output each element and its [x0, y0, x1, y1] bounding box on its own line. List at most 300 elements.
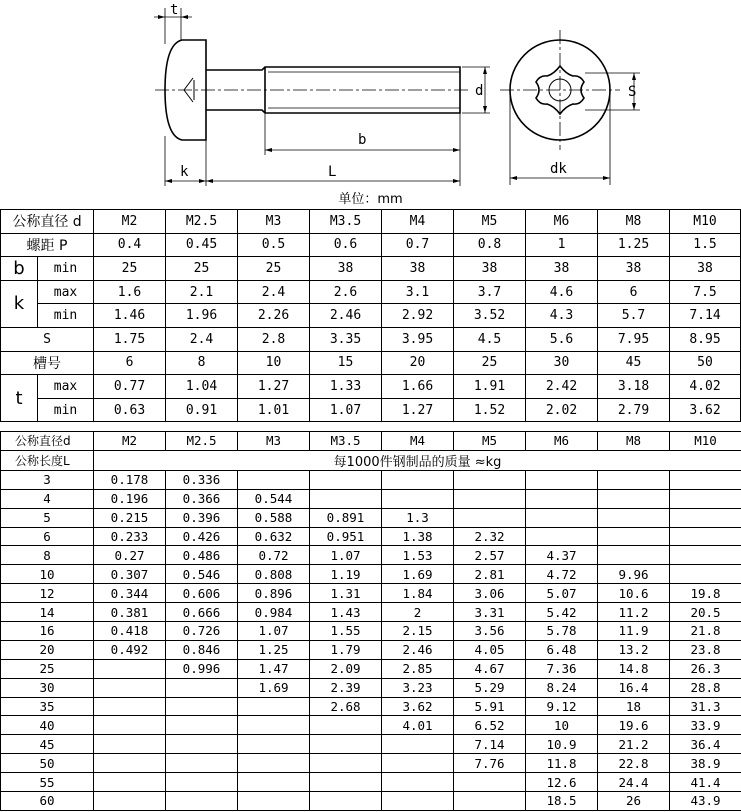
length-cell: 40 [1, 716, 94, 735]
mass-cell: 33.9 [670, 716, 741, 735]
mass-cell: 2.57 [454, 546, 526, 565]
table-row [1, 233, 741, 257]
mass-cell [670, 470, 741, 489]
value-cell: 1.46 [94, 304, 166, 328]
table-row [1, 351, 741, 375]
mass-cell [310, 773, 382, 792]
mass-cell: 1.47 [238, 659, 310, 678]
mass-cell: 0.984 [238, 603, 310, 622]
mass-cell: 10.6 [598, 584, 670, 603]
value-cell: 3.52 [454, 304, 526, 328]
value-cell: 1.5 [670, 233, 741, 257]
length-cell: 55 [1, 773, 94, 792]
mass-cell: 23.8 [670, 640, 741, 659]
mass-cell [670, 546, 741, 565]
mass-cell: 38.9 [670, 754, 741, 773]
length-cell: 10 [1, 565, 94, 584]
mass-cell: 0.336 [166, 470, 238, 489]
mass-cell: 0.307 [94, 565, 166, 584]
mass-cell [526, 527, 598, 546]
mass-cell [598, 508, 670, 527]
value-cell: 3.35 [310, 327, 382, 351]
length-cell: 60 [1, 792, 94, 811]
mass-cell: 22.8 [598, 754, 670, 773]
table-row [1, 792, 741, 811]
label-S: S [628, 84, 637, 100]
mass-cell: 1.69 [238, 678, 310, 697]
mass-cell: 7.14 [454, 735, 526, 754]
mass-cell [310, 792, 382, 811]
mass-cell: 5.29 [454, 678, 526, 697]
value-cell: 0.8 [454, 233, 526, 257]
header-label: 公称直径d [1, 432, 94, 451]
mass-cell: 1.19 [310, 565, 382, 584]
mass-table [0, 431, 741, 811]
mass-cell: 9.12 [526, 697, 598, 716]
value-cell: 1.52 [454, 398, 526, 422]
value-cell: 4.3 [526, 304, 598, 328]
mass-cell: 0.544 [238, 489, 310, 508]
mass-cell: 36.4 [670, 735, 741, 754]
mass-cell: 6.52 [454, 716, 526, 735]
value-cell: 3.7 [454, 280, 526, 304]
value-cell: 0.6 [310, 233, 382, 257]
table-row [1, 375, 741, 399]
value-cell: 38 [454, 257, 526, 281]
length-cell: 35 [1, 697, 94, 716]
mass-cell [238, 792, 310, 811]
mass-cell: 26 [598, 792, 670, 811]
size-header: M2.5 [166, 432, 238, 451]
mass-cell: 21.2 [598, 735, 670, 754]
mass-cell: 5.07 [526, 584, 598, 603]
table-row [1, 470, 741, 489]
table-row [1, 754, 741, 773]
pitch-label: 螺距 P [1, 233, 94, 257]
mass-cell: 2.09 [310, 659, 382, 678]
mass-cell [94, 735, 166, 754]
mass-cell [94, 659, 166, 678]
value-cell: 6 [94, 351, 166, 375]
value-cell: 7.5 [670, 280, 741, 304]
value-cell: 2.4 [166, 327, 238, 351]
mass-cell [166, 697, 238, 716]
mass-cell: 18 [598, 697, 670, 716]
mass-cell [238, 735, 310, 754]
mass-cell [382, 773, 454, 792]
mass-cell: 6.48 [526, 640, 598, 659]
value-cell: 45 [598, 351, 670, 375]
value-cell: 2.6 [310, 280, 382, 304]
value-cell: 15 [310, 351, 382, 375]
table-row [1, 678, 741, 697]
mass-caption: 每1000件钢制品的质量 ≈kg [94, 450, 741, 470]
mass-cell: 1.07 [238, 622, 310, 641]
label-t: t [170, 2, 179, 18]
mass-cell: 28.8 [670, 678, 741, 697]
mass-cell [94, 754, 166, 773]
value-cell: 38 [598, 257, 670, 281]
table-row [1, 257, 741, 281]
mass-cell: 0.381 [94, 603, 166, 622]
mass-cell: 10.9 [526, 735, 598, 754]
mass-cell [382, 470, 454, 489]
mass-cell: 3.62 [382, 697, 454, 716]
mass-cell: 4.05 [454, 640, 526, 659]
table-row [1, 304, 741, 328]
value-cell: 38 [526, 257, 598, 281]
value-cell: M6 [526, 210, 598, 234]
table-row [1, 716, 741, 735]
mass-cell: 0.233 [94, 527, 166, 546]
mass-cell: 31.3 [670, 697, 741, 716]
value-cell: M2.5 [166, 210, 238, 234]
value-cell: 4.02 [670, 375, 741, 399]
size-header: M10 [670, 432, 741, 451]
mass-cell: 10 [526, 716, 598, 735]
length-cell: 12 [1, 584, 94, 603]
table-row [1, 622, 741, 641]
mass-cell: 1.25 [238, 640, 310, 659]
table-row [1, 327, 741, 351]
size-header: M4 [382, 432, 454, 451]
value-cell: 0.4 [94, 233, 166, 257]
t-max-label: max [38, 375, 94, 399]
length-cell: 3 [1, 470, 94, 489]
value-cell: 1 [526, 233, 598, 257]
mass-cell: 0.215 [94, 508, 166, 527]
value-cell: 2.26 [238, 304, 310, 328]
mass-cell [382, 489, 454, 508]
mass-cell: 0.726 [166, 622, 238, 641]
mass-cell: 5.91 [454, 697, 526, 716]
mass-cell: 0.546 [166, 565, 238, 584]
value-cell: 8.95 [670, 327, 741, 351]
size-header: M8 [598, 432, 670, 451]
mass-cell: 2.39 [310, 678, 382, 697]
mass-cell [166, 716, 238, 735]
mass-cell [454, 489, 526, 508]
mass-cell: 0.418 [94, 622, 166, 641]
mass-cell [598, 470, 670, 489]
value-cell: 3.95 [382, 327, 454, 351]
value-cell: 1.91 [454, 375, 526, 399]
mass-cell: 2 [382, 603, 454, 622]
mass-cell: 1.69 [382, 565, 454, 584]
mass-cell: 0.426 [166, 527, 238, 546]
mass-cell [454, 470, 526, 489]
mass-cell [670, 508, 741, 527]
value-cell: 0.45 [166, 233, 238, 257]
value-cell: 2.4 [238, 280, 310, 304]
value-cell: 2.79 [598, 398, 670, 422]
mass-cell: 9.96 [598, 565, 670, 584]
length-cell: 6 [1, 527, 94, 546]
mass-cell: 5.78 [526, 622, 598, 641]
length-cell: 4 [1, 489, 94, 508]
value-cell: 3.1 [382, 280, 454, 304]
mass-cell [238, 773, 310, 792]
size-header: M2 [94, 432, 166, 451]
value-cell: 0.91 [166, 398, 238, 422]
value-cell: 1.96 [166, 304, 238, 328]
mass-cell [454, 773, 526, 792]
mass-cell: 3.06 [454, 584, 526, 603]
mass-cell: 1.31 [310, 584, 382, 603]
value-cell: 1.75 [94, 327, 166, 351]
table-row [1, 546, 741, 565]
value-cell: 6 [598, 280, 670, 304]
length-cell: 20 [1, 640, 94, 659]
mass-cell: 14.8 [598, 659, 670, 678]
table-row [1, 735, 741, 754]
label-dk: dk [550, 161, 567, 177]
mass-cell: 1.55 [310, 622, 382, 641]
mass-cell [310, 489, 382, 508]
value-cell: 25 [94, 257, 166, 281]
mass-cell: 12.6 [526, 773, 598, 792]
table-row [1, 210, 741, 234]
mass-cell: 11.9 [598, 622, 670, 641]
value-cell: 5.6 [526, 327, 598, 351]
mass-cell: 0.846 [166, 640, 238, 659]
table-header-row [1, 432, 741, 451]
value-cell: M4 [382, 210, 454, 234]
size-header: M6 [526, 432, 598, 451]
mass-cell: 21.8 [670, 622, 741, 641]
value-cell: 1.6 [94, 280, 166, 304]
value-cell: M3 [238, 210, 310, 234]
unit-line: 单位：mm [338, 192, 403, 207]
mass-cell: 1.79 [310, 640, 382, 659]
mass-cell: 0.606 [166, 584, 238, 603]
mass-cell: 3.23 [382, 678, 454, 697]
value-cell: M3.5 [310, 210, 382, 234]
mass-cell: 43.9 [670, 792, 741, 811]
mass-cell: 19.6 [598, 716, 670, 735]
mass-cell [238, 697, 310, 716]
mass-cell: 1.84 [382, 584, 454, 603]
table-caption-row [1, 450, 741, 470]
mass-cell: 2.81 [454, 565, 526, 584]
mass-cell: 2.68 [310, 697, 382, 716]
value-cell: 4.5 [454, 327, 526, 351]
length-cell: 5 [1, 508, 94, 527]
k-max-label: max [38, 280, 94, 304]
mass-cell: 13.2 [598, 640, 670, 659]
value-cell: M10 [670, 210, 741, 234]
table-row [1, 565, 741, 584]
mass-cell: 20.5 [670, 603, 741, 622]
length-cell: 25 [1, 659, 94, 678]
value-cell: 25 [166, 257, 238, 281]
value-cell: 25 [238, 257, 310, 281]
t-min-label: min [38, 398, 94, 422]
mass-cell [166, 735, 238, 754]
mass-cell [526, 470, 598, 489]
mass-cell: 0.486 [166, 546, 238, 565]
label-b: b [358, 132, 367, 148]
mass-cell [598, 546, 670, 565]
mass-cell [454, 508, 526, 527]
table-row [1, 527, 741, 546]
mass-cell [94, 697, 166, 716]
table-row [1, 659, 741, 678]
mass-cell: 24.4 [598, 773, 670, 792]
length-cell: 8 [1, 546, 94, 565]
mass-cell: 0.196 [94, 489, 166, 508]
mass-cell: 3.56 [454, 622, 526, 641]
mass-cell: 0.996 [166, 659, 238, 678]
mass-cell [166, 754, 238, 773]
mass-cell: 7.36 [526, 659, 598, 678]
value-cell: 3.18 [598, 375, 670, 399]
table-row [1, 603, 741, 622]
mass-cell [94, 678, 166, 697]
s-label: S [1, 327, 94, 351]
value-cell: 7.14 [670, 304, 741, 328]
mass-cell [166, 773, 238, 792]
value-cell: 30 [526, 351, 598, 375]
b-sub-label: min [38, 257, 94, 281]
value-cell: 0.77 [94, 375, 166, 399]
mass-cell: 0.808 [238, 565, 310, 584]
mass-cell [310, 735, 382, 754]
mass-cell: 0.396 [166, 508, 238, 527]
value-cell: 38 [310, 257, 382, 281]
mass-cell: 1.07 [310, 546, 382, 565]
length-cell: 14 [1, 603, 94, 622]
value-cell: 38 [670, 257, 741, 281]
mass-cell: 0.666 [166, 603, 238, 622]
value-cell: 0.5 [238, 233, 310, 257]
mass-cell [670, 489, 741, 508]
mass-cell [454, 792, 526, 811]
mass-cell [598, 527, 670, 546]
table-row [1, 584, 741, 603]
value-cell: 0.63 [94, 398, 166, 422]
mass-cell: 4.72 [526, 565, 598, 584]
mass-cell: 11.8 [526, 754, 598, 773]
mass-cell [94, 792, 166, 811]
value-cell: 1.27 [238, 375, 310, 399]
value-cell: 10 [238, 351, 310, 375]
length-cell: 50 [1, 754, 94, 773]
mass-cell: 4.67 [454, 659, 526, 678]
mass-cell: 4.01 [382, 716, 454, 735]
value-cell: 2.02 [526, 398, 598, 422]
label-L: L [328, 164, 337, 180]
value-cell: 1.27 [382, 398, 454, 422]
k-label: k [1, 280, 38, 327]
mass-cell [166, 792, 238, 811]
mass-cell [310, 716, 382, 735]
value-cell: 8 [166, 351, 238, 375]
mass-cell: 16.4 [598, 678, 670, 697]
table-row [1, 640, 741, 659]
value-cell: 7.95 [598, 327, 670, 351]
mass-cell [94, 716, 166, 735]
mass-cell: 3.31 [454, 603, 526, 622]
length-label: 公称长度L [1, 450, 94, 470]
table-row [1, 773, 741, 792]
mass-cell [382, 754, 454, 773]
mass-cell: 1.38 [382, 527, 454, 546]
value-cell: 20 [382, 351, 454, 375]
value-cell: 1.33 [310, 375, 382, 399]
mass-cell: 1.53 [382, 546, 454, 565]
value-cell: 1.66 [382, 375, 454, 399]
mass-cell: 0.344 [94, 584, 166, 603]
value-cell: M2 [94, 210, 166, 234]
mass-cell: 1.3 [382, 508, 454, 527]
mass-cell: 0.366 [166, 489, 238, 508]
mass-cell [526, 489, 598, 508]
table-row [1, 697, 741, 716]
value-cell: 2.46 [310, 304, 382, 328]
mass-cell [382, 792, 454, 811]
mass-cell [526, 508, 598, 527]
mass-cell [598, 489, 670, 508]
mass-cell: 4.37 [526, 546, 598, 565]
mass-cell: 8.24 [526, 678, 598, 697]
mass-cell: 0.891 [310, 508, 382, 527]
size-header: M3 [238, 432, 310, 451]
mass-cell: 26.3 [670, 659, 741, 678]
mass-cell [382, 735, 454, 754]
mass-cell: 0.951 [310, 527, 382, 546]
table-row [1, 508, 741, 527]
mass-cell: 2.15 [382, 622, 454, 641]
value-cell: 1.25 [598, 233, 670, 257]
value-cell: 2.92 [382, 304, 454, 328]
length-cell: 16 [1, 622, 94, 641]
value-cell: 0.7 [382, 233, 454, 257]
value-cell: 4.6 [526, 280, 598, 304]
length-cell: 45 [1, 735, 94, 754]
mass-cell [310, 754, 382, 773]
k-min-label: min [38, 304, 94, 328]
slot-label: 槽号 [1, 351, 94, 375]
value-cell: 25 [454, 351, 526, 375]
value-cell: 3.62 [670, 398, 741, 422]
mass-cell: 0.632 [238, 527, 310, 546]
mass-cell: 41.4 [670, 773, 741, 792]
mass-cell: 11.2 [598, 603, 670, 622]
mass-cell: 2.32 [454, 527, 526, 546]
value-cell: 50 [670, 351, 741, 375]
mass-cell: 2.85 [382, 659, 454, 678]
value-cell: M5 [454, 210, 526, 234]
mass-cell: 1.43 [310, 603, 382, 622]
mass-cell: 0.178 [94, 470, 166, 489]
screw-drawing [0, 0, 741, 192]
value-cell: 5.7 [598, 304, 670, 328]
mass-cell [670, 527, 741, 546]
mass-cell: 0.588 [238, 508, 310, 527]
mass-cell: 0.896 [238, 584, 310, 603]
mass-cell [310, 470, 382, 489]
b-label: b [1, 257, 38, 281]
mass-cell [670, 565, 741, 584]
mass-cell: 0.72 [238, 546, 310, 565]
mass-cell: 18.5 [526, 792, 598, 811]
value-cell: 38 [382, 257, 454, 281]
value-cell: 1.07 [310, 398, 382, 422]
size-header: M3.5 [310, 432, 382, 451]
mass-cell: 0.27 [94, 546, 166, 565]
mass-cell [238, 754, 310, 773]
